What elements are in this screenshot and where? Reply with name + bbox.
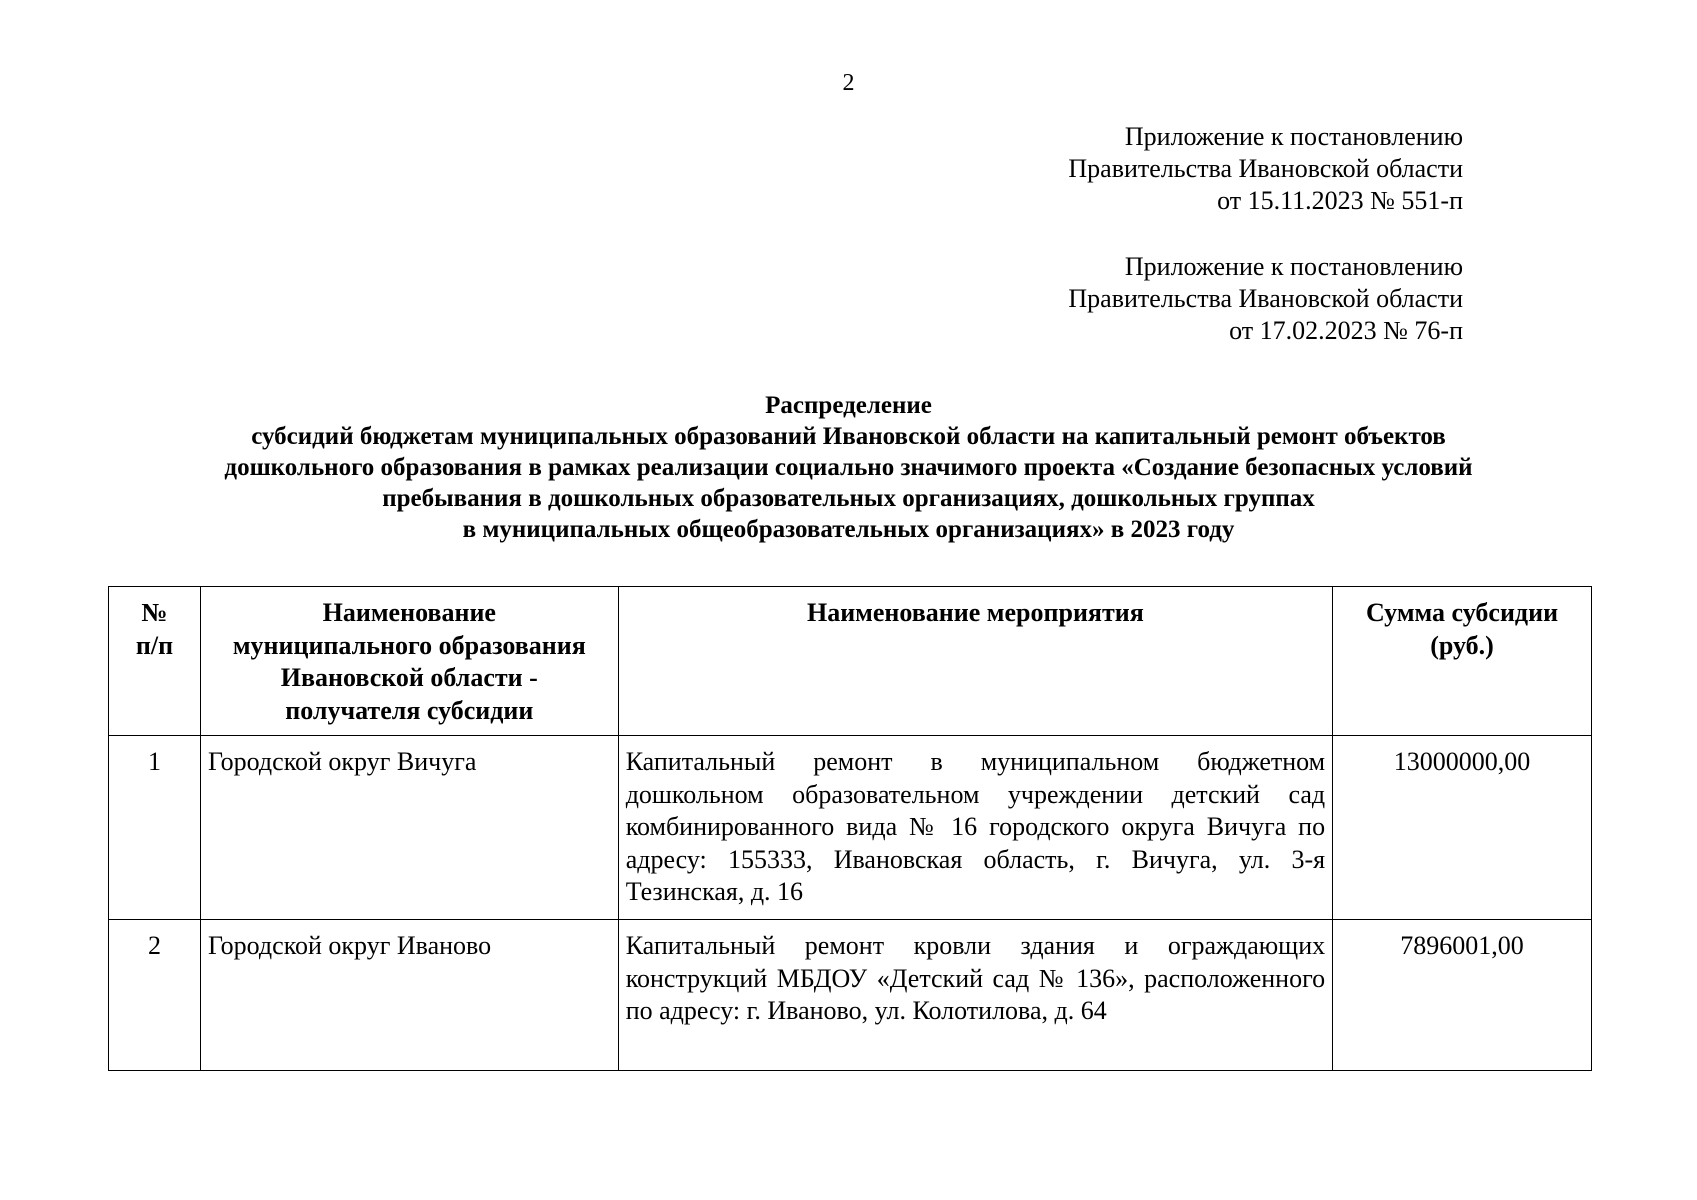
header-municipality: [200, 587, 618, 736]
header-activity: [618, 587, 1332, 736]
header-amount-line1: Сумма субсидии: [1366, 598, 1559, 627]
row-activity: Капитальный ремонт в муниципальном бюджетном дошкольном образовательном учреждении детский сад комбинированного вида № 16 городского округа Вичуга по адресу: 155333, Ивановская область, г. Вичуга, ул. 3-я Тезинская, д. 16: [618, 736, 1332, 920]
header-municipality-line4: получателя субсидии: [285, 695, 534, 725]
table-row: [109, 736, 1592, 920]
table-header-row: [109, 587, 1592, 736]
row-municipality: Городской округ Вичуга: [200, 736, 618, 920]
title-line5: в муниципальных общеобразовательных организациях» в 2023 году: [462, 516, 1235, 543]
appendix-current-line3: от 15.11.2023 № 551-п: [1217, 186, 1463, 215]
header-amount: [1333, 587, 1592, 736]
title-line4: пребывания в дошкольных образовательных организациях, дошкольных группах: [382, 485, 1315, 512]
page-number: 2: [842, 70, 855, 96]
header-municipality-line2: муниципального образования: [232, 630, 586, 660]
header-municipality-line3: Ивановской области -: [280, 663, 538, 692]
appendix-current-line1: Приложение к постановлению: [1124, 122, 1463, 151]
appendix-previous-line1: Приложение к постановлению: [1124, 252, 1463, 281]
subsidy-table: [108, 586, 1592, 1071]
appendix-current-line2: Правительства Ивановской области: [1068, 154, 1463, 183]
row-municipality: Городской округ Иваново: [200, 920, 618, 1071]
title-line2: субсидий бюджетам муниципальных образований Ивановской области на капитальный ремонт объектов: [251, 423, 1446, 450]
header-amount-line2: (руб.): [1430, 630, 1494, 660]
row-activity: Капитальный ремонт кровли здания и ограждающих конструкций МБДОУ «Детский сад № 136», расположенного по адресу: г. Иваново, ул. Колотилова, д. 64: [618, 920, 1332, 1071]
header-num-line2: п/п: [135, 630, 174, 660]
document-title: [100, 390, 1597, 545]
header-num: [109, 587, 201, 736]
appendix-previous-line3: от 17.02.2023 № 76-п: [1229, 316, 1463, 345]
row-num: 2: [109, 920, 201, 1071]
header-municipality-line1: Наименование: [322, 598, 496, 627]
header-activity-text: Наименование мероприятия: [806, 598, 1144, 627]
table-row: [109, 920, 1592, 1071]
row-amount: 13000000,00: [1333, 736, 1592, 920]
row-amount: 7896001,00: [1333, 920, 1592, 1071]
appendix-header-previous: [1068, 251, 1463, 347]
title-line1: Распределение: [765, 392, 932, 419]
appendix-header-current: [1068, 121, 1463, 217]
row-num: 1: [109, 736, 201, 920]
appendix-previous-line2: Правительства Ивановской области: [1068, 284, 1463, 313]
title-line3: дошкольного образования в рамках реализации социально значимого проекта «Создание безопасных условий: [224, 454, 1473, 481]
header-num-line1: №: [141, 598, 168, 627]
